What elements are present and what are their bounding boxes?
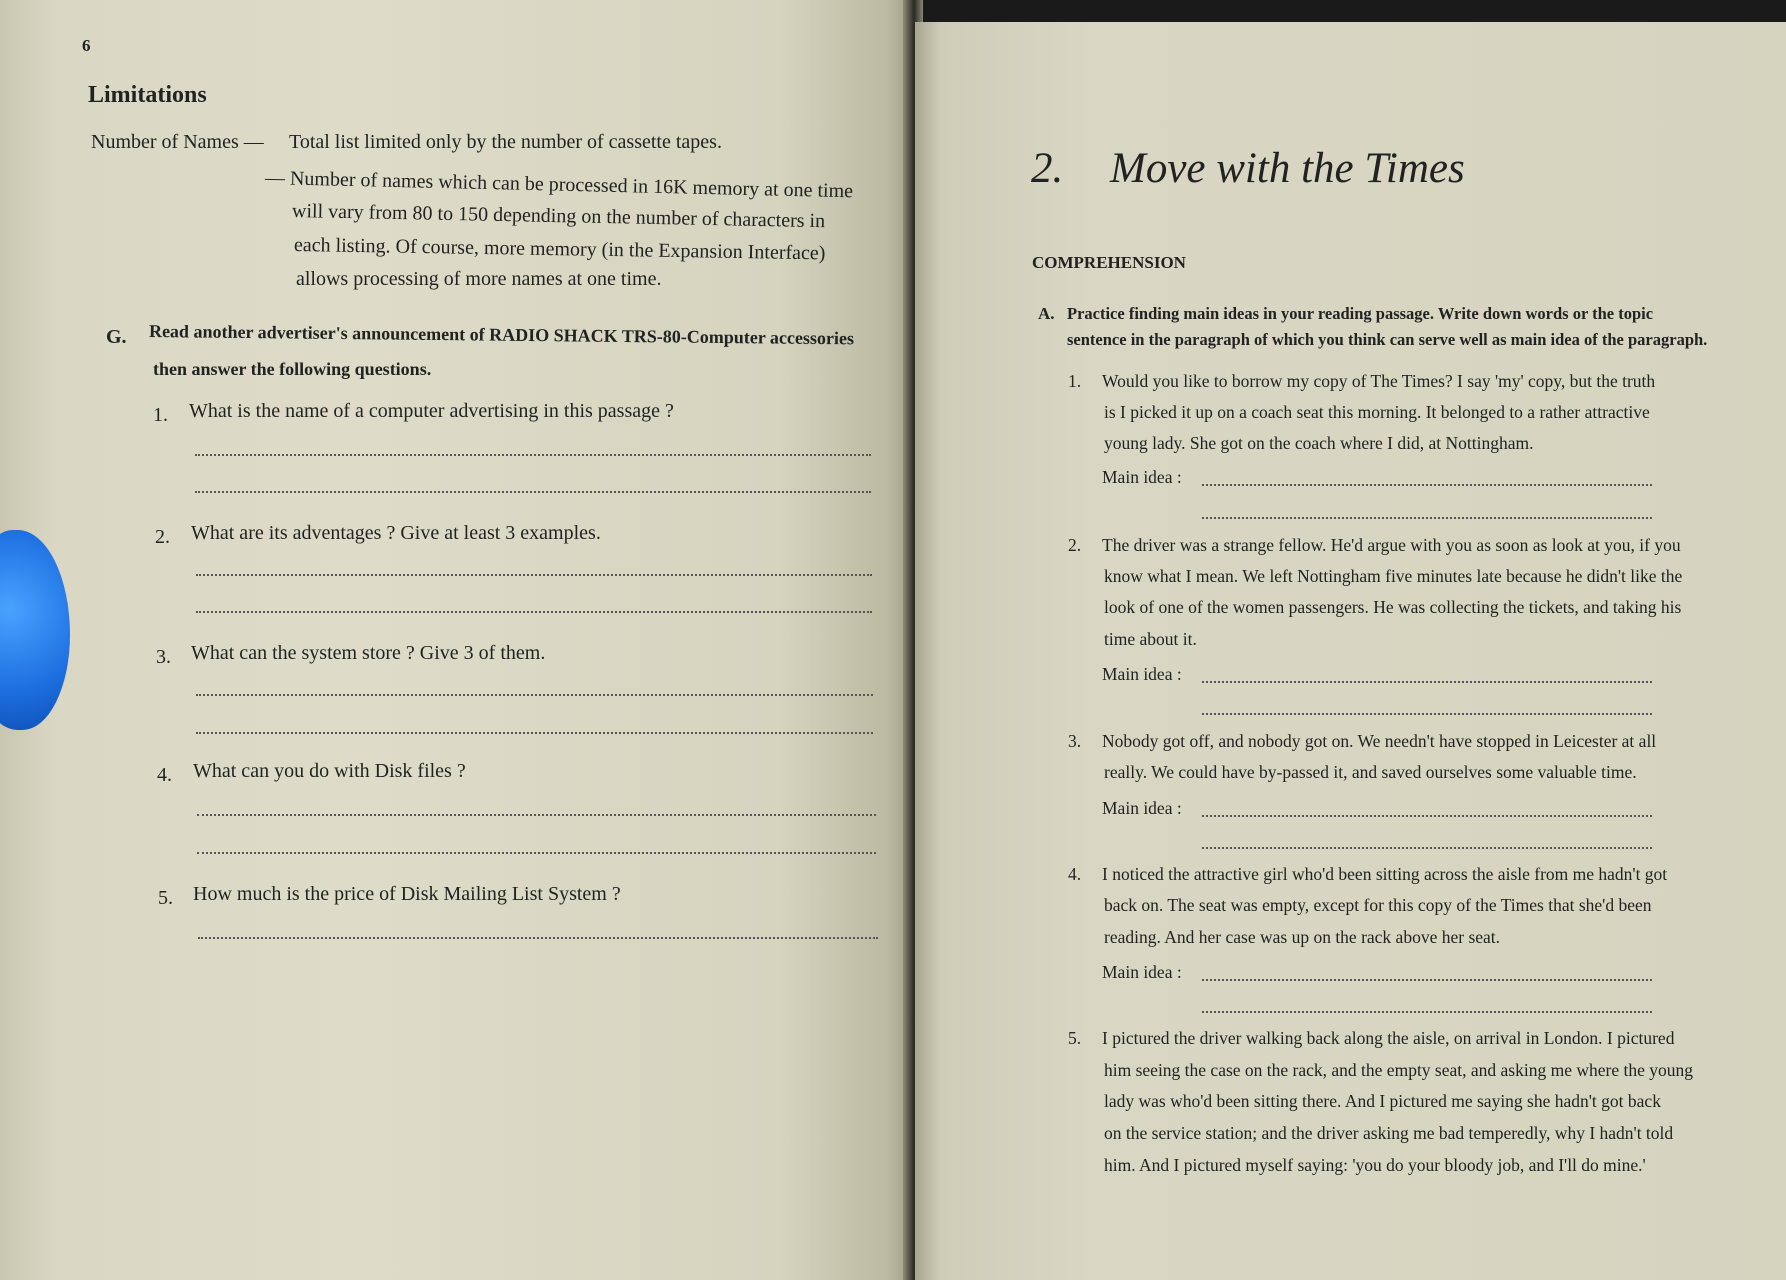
item-line: Nobody got off, and nobody got on. We needn't have stopped in Leicester at all — [1102, 731, 1657, 751]
item-line: time about it. — [1104, 629, 1197, 649]
answer-line — [1202, 517, 1652, 519]
item-number: 3. — [1068, 731, 1082, 751]
answer-line — [1202, 1011, 1652, 1013]
item-line: him seeing the case on the rack, and the empty seat, and asking me where the young — [1104, 1060, 1693, 1080]
item-line: look of one of the women passengers. He was collecting the tickets, and taking his — [1104, 597, 1682, 617]
question-text: What are its adventages ? Give at least 3 examples. — [191, 522, 601, 544]
limitation-line: will vary from 80 to 150 depending on the number of characters in — [291, 200, 826, 233]
answer-line — [1202, 681, 1652, 683]
question-number: 1. — [153, 404, 168, 426]
question-text: What can you do with Disk files ? — [193, 760, 466, 782]
item-line: reading. And her case was up on the rack above her seat. — [1104, 927, 1501, 947]
main-idea-label: Main idea : — [1102, 962, 1182, 982]
answer-line — [196, 574, 872, 576]
answer-line — [195, 491, 871, 493]
answer-line — [1202, 979, 1652, 981]
item-line: lady was who'd been sitting there. And I pictured me saying she hadn't got back — [1104, 1091, 1661, 1111]
item-line: back on. The seat was empty, except for this copy of the Times that she'd been — [1104, 895, 1652, 915]
answer-line — [197, 852, 876, 854]
page-number: 6 — [82, 36, 91, 55]
instruction-letter: A. — [1038, 304, 1055, 323]
question-number: 3. — [156, 646, 171, 668]
item-number: 2. — [1068, 535, 1082, 555]
question-text: What is the name of a computer advertising in this passage ? — [189, 400, 674, 422]
answer-line — [196, 732, 873, 734]
answer-line — [198, 937, 878, 939]
chapter-number: 2. — [1031, 145, 1064, 192]
question-text: What can the system store ? Give 3 of them. — [191, 642, 546, 664]
item-line: on the service station; and the driver asking me bad temperedly, why I hadn't told — [1104, 1123, 1674, 1143]
answer-line — [1202, 713, 1652, 715]
item-label: Number of Names — — [91, 131, 264, 153]
main-idea-label: Main idea : — [1102, 664, 1182, 684]
answer-line — [197, 814, 876, 816]
comprehension-heading: COMPREHENSION — [1032, 253, 1186, 272]
main-idea-label: Main idea : — [1102, 467, 1182, 487]
answer-line — [196, 694, 873, 696]
question-text: How much is the price of Disk Mailing List System ? — [193, 883, 621, 905]
limitation-line: — Number of names which can be processed in 16K memory at one time — [264, 167, 854, 203]
item-line: The driver was a strange fellow. He'd argue with you as soon as look at you, if you — [1102, 535, 1681, 555]
limitation-line: allows processing of more names at one time. — [296, 268, 662, 290]
limitations-heading: Limitations — [88, 82, 207, 108]
section-letter: G. — [106, 326, 127, 348]
chapter-title: Move with the Times — [1110, 145, 1465, 192]
item-line: know what I mean. We left Nottingham five minutes late because he didn't like the — [1104, 566, 1683, 586]
item-number: 4. — [1068, 864, 1082, 884]
question-number: 5. — [158, 887, 173, 909]
section-instruction: Read another advertiser's announcement of RADIO SHACK TRS-80-Computer accessories — [148, 321, 855, 349]
answer-line — [1202, 484, 1652, 486]
instruction-line: Practice finding main ideas in your reading passage. Write down words or the topic — [1067, 304, 1654, 323]
item-line: I noticed the attractive girl who'd been sitting across the aisle from me hadn't got — [1102, 864, 1668, 884]
item-line: young lady. She got on the coach where I did, at Nottingham. — [1104, 433, 1534, 453]
item-line: him. And I pictured myself saying: 'you do your bloody job, and I'll do mine.' — [1104, 1155, 1646, 1175]
section-instruction: then answer the following questions. — [153, 359, 432, 379]
limitation-line: each listing. Of course, more memory (in the Expansion Interface) — [293, 234, 826, 265]
item-number: 5. — [1068, 1028, 1082, 1048]
instruction-line: sentence in the paragraph of which you think can serve well as main idea of the paragraph. — [1067, 330, 1708, 349]
right-page — [915, 22, 1786, 1280]
item-line: is I picked it up on a coach seat this morning. It belonged to a rather attractive — [1104, 402, 1650, 422]
answer-line — [1202, 815, 1652, 817]
answer-line — [195, 454, 871, 456]
item-line: Would you like to borrow my copy of The Times? I say 'my' copy, but the truth — [1102, 371, 1656, 391]
blue-object — [0, 530, 70, 730]
item-number: 1. — [1068, 371, 1082, 391]
item-line: I pictured the driver walking back along the aisle, on arrival in London. I pictured — [1102, 1028, 1675, 1048]
main-idea-label: Main idea : — [1102, 798, 1182, 818]
answer-line — [196, 611, 872, 613]
item-line: really. We could have by-passed it, and saved ourselves some valuable time. — [1104, 762, 1637, 782]
answer-line — [1202, 847, 1652, 849]
question-number: 4. — [157, 764, 172, 786]
limitation-line: Total list limited only by the number of cassette tapes. — [289, 131, 722, 153]
question-number: 2. — [155, 526, 170, 548]
